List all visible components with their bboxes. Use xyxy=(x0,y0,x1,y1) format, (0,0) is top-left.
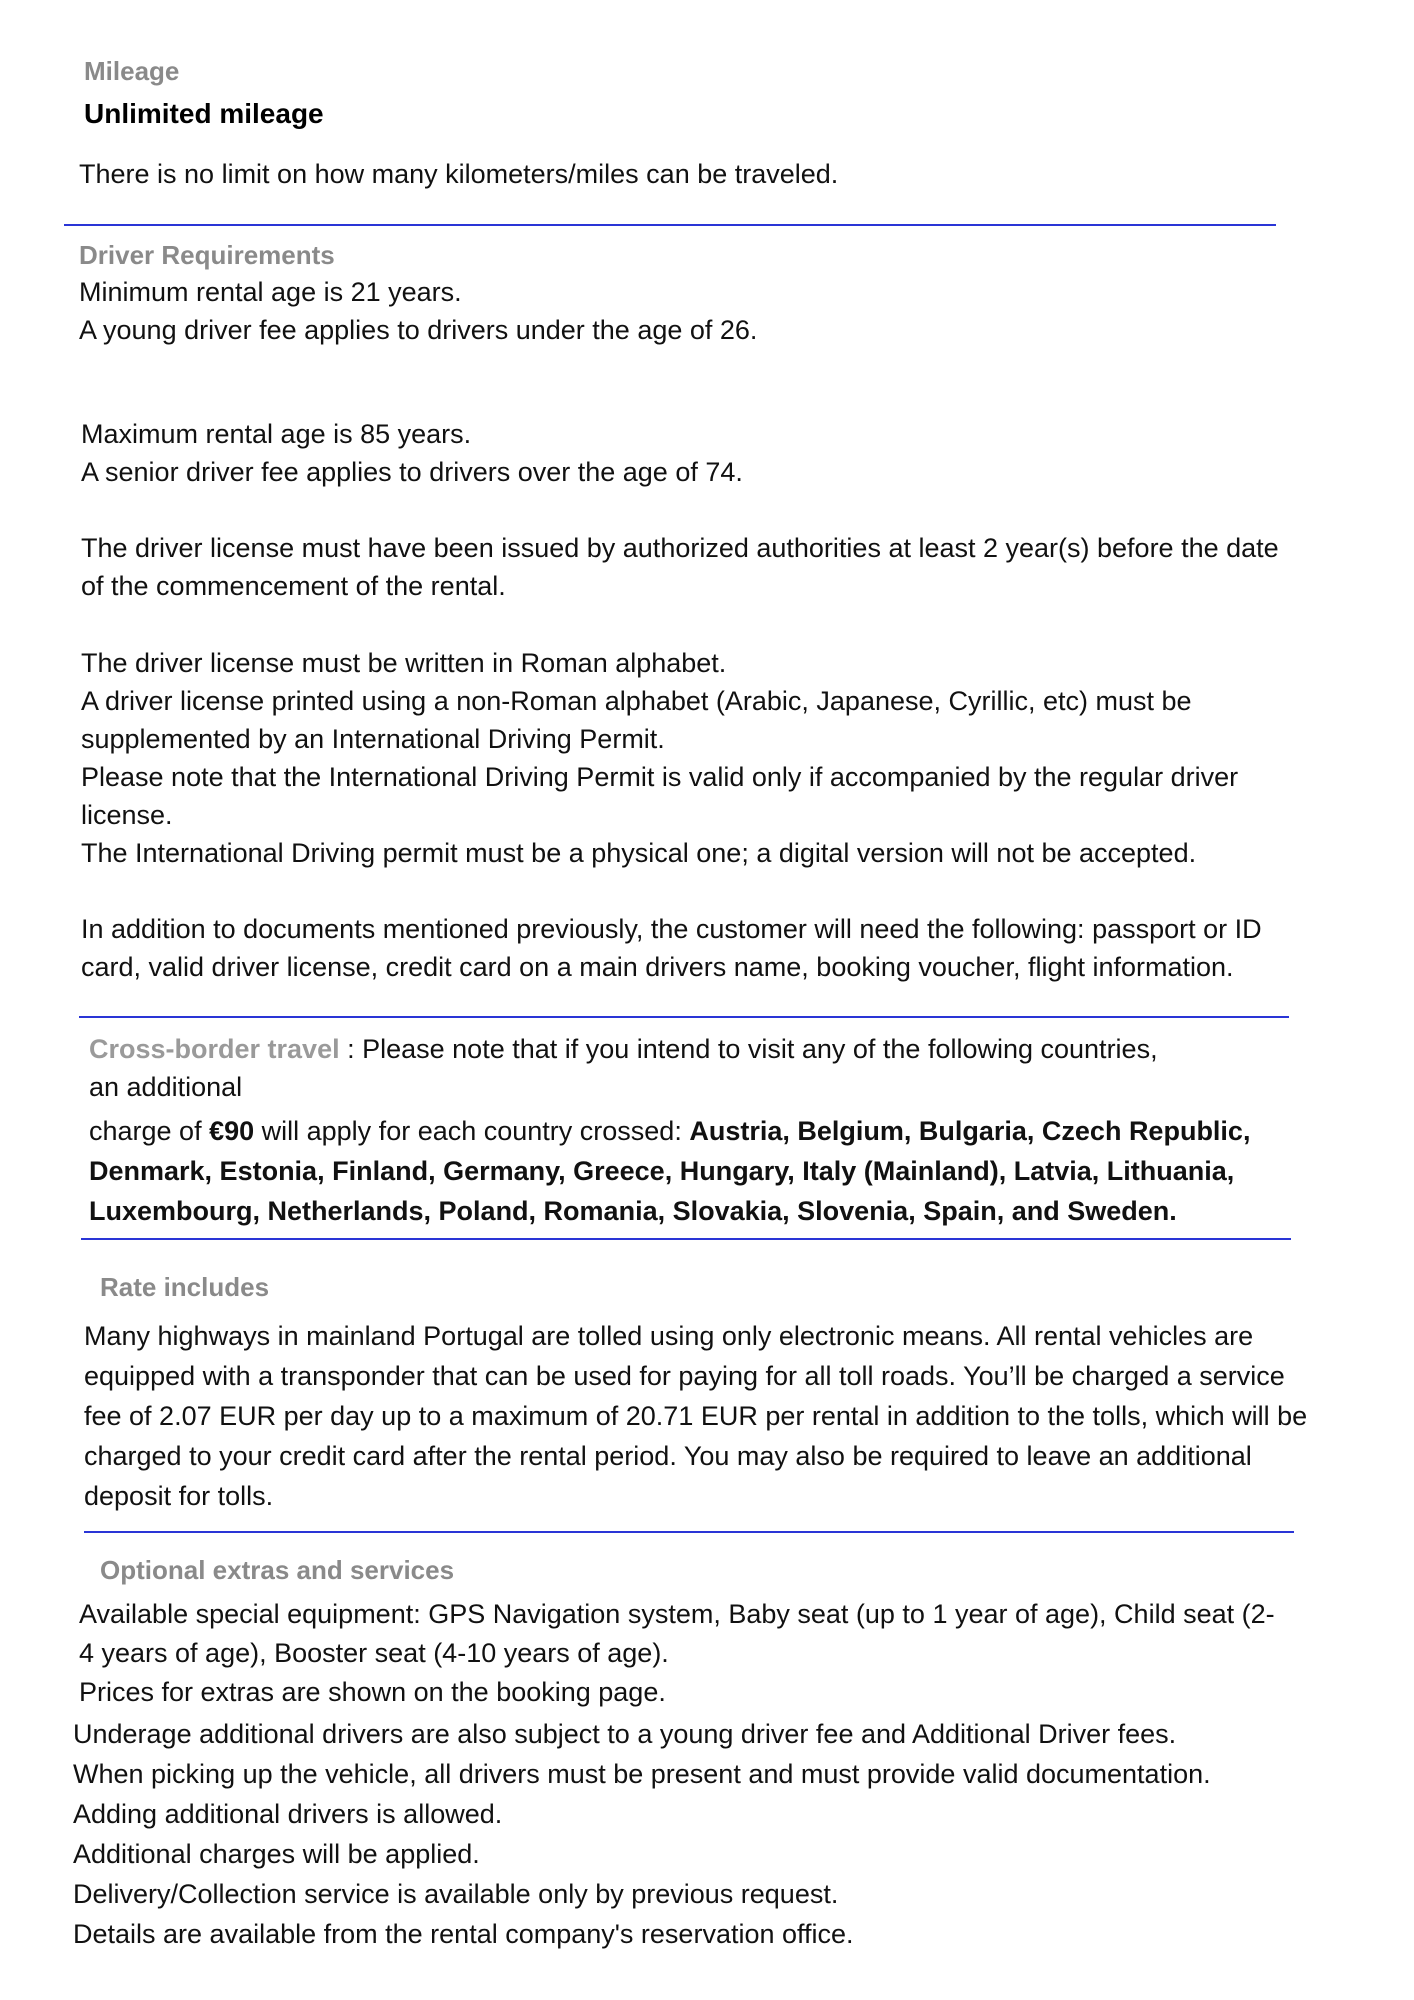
divider xyxy=(64,224,1276,226)
equipment-line: Available special equipment: GPS Navigation system, Baby seat (up to 1 year of age), Child seat (2- xyxy=(79,1599,1275,1629)
cross-border-intro-line-2: an additional xyxy=(89,1072,243,1102)
driver-requirements-max-age xyxy=(81,415,743,491)
roman-line: The International Driving permit must be a physical one; a digital version will not be accepted. xyxy=(81,838,1197,868)
optional-extras-drivers xyxy=(73,1714,1211,1954)
rate-includes-line: charged to your credit card after the rental period. You may also be required to leave an additional xyxy=(84,1441,1252,1471)
rate-includes-line: deposit for tolls. xyxy=(84,1481,274,1511)
rate-includes-line: equipped with a transponder that can be used for paying for all toll roads. You’ll be charged a service xyxy=(84,1361,1285,1391)
roman-line: supplemented by an International Driving Permit. xyxy=(81,724,665,754)
details-text: Details are available from the rental company's reservation office. xyxy=(73,1919,854,1949)
roman-line: A driver license printed using a non-Roman alphabet (Arabic, Japanese, Cyrillic, etc) must be xyxy=(81,686,1192,716)
documents-text xyxy=(81,910,1262,986)
countries-line: Denmark, Estonia, Finland, Germany, Greece, Hungary, Italy (Mainland), Latvia, Lithuania, xyxy=(89,1156,1235,1186)
senior-fee-text: A senior driver fee applies to drivers over the age of 74. xyxy=(81,457,743,487)
driver-requirements-age xyxy=(79,273,757,349)
charge-prefix: charge of xyxy=(89,1116,210,1146)
license-issued-line: The driver license must have been issued by authorized authorities at least 2 year(s) before the date xyxy=(81,533,1279,563)
young-fee-text: A young driver fee applies to drivers under the age of 26. xyxy=(79,315,758,345)
divider xyxy=(84,1531,1294,1533)
equipment-line: 4 years of age), Booster seat (4-10 years of age). xyxy=(79,1638,669,1668)
countries-line: Luxembourg, Netherlands, Poland, Romania, Slovakia, Slovenia, Spain, and Sweden. xyxy=(89,1196,1177,1226)
divider xyxy=(79,1016,1289,1018)
roman-line: Please note that the International Driving Permit is valid only if accompanied by the regular driver xyxy=(81,762,1239,792)
roman-line: license. xyxy=(81,800,173,830)
license-issued-line: of the commencement of the rental. xyxy=(81,571,506,601)
rate-includes-line: fee of 2.07 EUR per day up to a maximum of 20.71 EUR per rental in addition to the tolls, which will be xyxy=(84,1401,1308,1431)
underage-text: Underage additional drivers are also subject to a young driver fee and Additional Driver fees. xyxy=(73,1719,1177,1749)
optional-extras-equipment xyxy=(79,1595,1275,1712)
cross-border-charge-line xyxy=(89,1111,1250,1151)
prices-text: Prices for extras are shown on the booking page. xyxy=(79,1677,666,1707)
pickup-text: When picking up the vehicle, all drivers must be present and must provide valid documentation. xyxy=(73,1759,1211,1789)
documents-line: In addition to documents mentioned previously, the customer will need the following: passport or ID xyxy=(81,914,1262,944)
charge-amount: €90 xyxy=(209,1116,255,1146)
countries-line: Austria, Belgium, Bulgaria, Czech Republic, xyxy=(689,1116,1251,1146)
mileage-title: Unlimited mileage xyxy=(84,98,324,129)
rate-includes-line: Many highways in mainland Portugal are tolled using only electronic means. All rental vehicles are xyxy=(84,1321,1254,1351)
charge-suffix: will apply for each country crossed: xyxy=(254,1116,690,1146)
divider xyxy=(81,1238,1291,1240)
cross-border-intro xyxy=(89,1030,1158,1068)
adding-drivers-text: Adding additional drivers is allowed. xyxy=(73,1799,503,1829)
mileage-label: Mileage xyxy=(84,56,180,86)
documents-line: card, valid driver license, credit card on a main drivers name, booking voucher, flight information. xyxy=(81,952,1234,982)
cross-border-charge xyxy=(89,1111,1250,1231)
delivery-text: Delivery/Collection service is available only by previous request. xyxy=(73,1879,839,1909)
mileage-text: There is no limit on how many kilometers/miles can be traveled. xyxy=(79,159,839,189)
rate-includes-text xyxy=(84,1316,1307,1516)
cross-border-label: Cross-border travel xyxy=(89,1034,340,1064)
license-issued-text xyxy=(81,529,1279,605)
additional-charges-text: Additional charges will be applied. xyxy=(73,1839,480,1869)
cross-border-intro-text: : Please note that if you intend to visit any of the following countries, xyxy=(339,1034,1158,1064)
roman-line: The driver license must be written in Roman alphabet. xyxy=(81,648,727,678)
driver-requirements-label: Driver Requirements xyxy=(79,240,335,270)
optional-extras-label: Optional extras and services xyxy=(100,1555,455,1585)
min-age-text: Minimum rental age is 21 years. xyxy=(79,277,462,307)
cross-border-section xyxy=(89,1030,1158,1106)
roman-alphabet-text xyxy=(81,644,1238,872)
max-age-text: Maximum rental age is 85 years. xyxy=(81,419,472,449)
rate-includes-label: Rate includes xyxy=(100,1272,270,1302)
